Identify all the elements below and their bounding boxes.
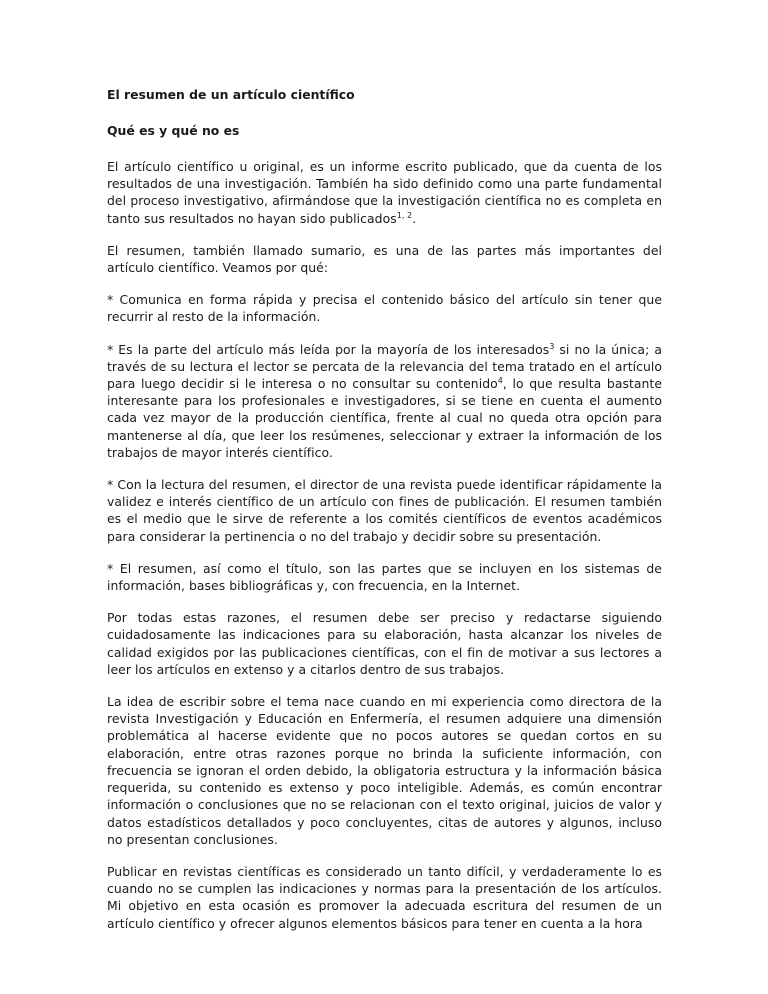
paragraph-bullet-4: * El resumen, así como el título, son las partes que se incluyen en los sistemas de información, bases bibliográficas y, con frecuencia, en la Internet. — [107, 560, 662, 594]
document-page — [107, 86, 662, 947]
paragraph-bullet-3: * Con la lectura del resumen, el director de una revista puede identificar rápidamente la validez e interés científico de un artículo con fines de publicación. El resumen también es el medio que le sirve de referente a los comités científicos de eventos académicos para considerar la pertinencia o no del trabajo y decidir sobre su presentación. — [107, 477, 662, 544]
paragraph-text: El artículo científico u original, es un informe escrito publicado, que da cuenta de los resultados de una investigación. También ha sido definido como una parte fundamental del proceso investigativo, afirmándose que la investigación científica no es completa en tanto sus resultados no hayan sido publicados — [107, 159, 662, 226]
paragraph-bullet-1: * Comunica en forma rápida y precisa el contenido básico del artículo sin tener que recurrir al resto de la información. — [107, 292, 662, 325]
citation-ref: 1, 2 — [396, 210, 413, 220]
paragraph-motivation: La idea de escribir sobre el tema nace cuando en mi experiencia como directora de la revista Investigación y Educación en Enfermería, el resumen adquiere una dimensión problemática al hacerse evidente que no pocos autores se quedan cortos en su elaboración, entre otras razones porque no brinda la suficiente información, con frecuencia se ignoran el orden debido, la obligatoria estructura y la información básica requerida, su contenido es extenso y poco inteligible. Además, es común encontrar información o conclusiones que no se relacionan con el texto original, juicios de valor y datos estadísticos detallados y poco concluyentes, citas de autores y algunos, incluso no presentan conclusiones. — [107, 694, 662, 847]
paragraph-importance: El resumen, también llamado sumario, es una de las partes más importantes del artículo científico. Veamos por qué: — [107, 242, 662, 276]
citation-ref: 4 — [497, 375, 503, 385]
paragraph-text: si no la única; a través de su lectura el lector se percata de la relevancia del tema tratado en el artículo para luego decidir si le interesa o no consultar su contenido — [107, 341, 662, 392]
paragraph-text: * Es la parte del artículo más leída por la mayoría de los interesados — [107, 341, 550, 357]
paragraph-objective: Publicar en revistas científicas es considerado un tanto difícil, y verdaderamente lo es cuando no se cumplen las indicaciones y normas para la presentación de los artículos. Mi objetivo en esta ocasión es promover la adecuada escritura del resumen de un artículo científico y ofrecer algunos elementos básicos para tener en cuenta a la hora — [107, 863, 662, 931]
document-title: El resumen de un artículo científico — [107, 87, 355, 102]
section-heading: Qué es y qué no es — [107, 123, 240, 138]
paragraph-definition — [107, 158, 662, 227]
paragraph-reasons: Por todas estas razones, el resumen debe ser preciso y redactarse siguiendo cuidadosamente las indicaciones para su elaboración, hasta alcanzar los niveles de calidad exigidos por las publicaciones científicas, con el fin de motivar a sus lectores a leer los artículos en extenso y a citarlos dentro de sus trabajos. — [107, 610, 662, 677]
paragraph-end: . — [412, 210, 417, 226]
citation-ref: 3 — [549, 341, 555, 351]
paragraph-text: , lo que resulta bastante interesante para los profesionales e investigadores, si se tiene en cuenta el aumento cada vez mayor de la producción científica, frente al cual no queda otra opción para mantenerse al día, que leer los resúmenes, seleccionar y extraer la información de los trabajos de mayor interés científico. — [107, 376, 662, 460]
paragraph-bullet-2 — [107, 341, 662, 461]
